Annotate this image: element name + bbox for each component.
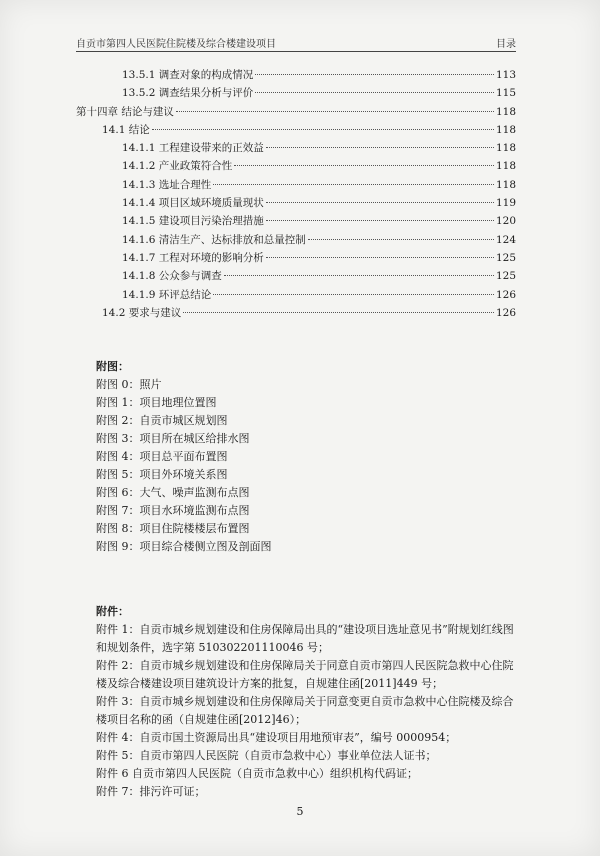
toc-entry[interactable] <box>76 121 516 139</box>
figures-list <box>96 358 516 556</box>
figures-heading: 附图： <box>96 360 129 373</box>
attachment-item: 附件 4：自贡市国土资源局出具“建设项目用地预审表”，编号 0000954； <box>96 731 457 744</box>
figure-item: 附图 9：项目综合楼侧立图及剖面图 <box>96 540 272 553</box>
figure-item: 附图 0：照片 <box>96 378 162 391</box>
attachment-item: 附件 5：自贡市第四人民医院（自贡市急救中心）事业单位法人证书； <box>96 749 437 762</box>
toc-entry[interactable] <box>76 103 516 121</box>
toc-entry-page: 118 <box>495 142 516 155</box>
toc-entry-label: 14.1.2 产业政策符合性 <box>122 160 233 173</box>
toc-entry-page: 115 <box>495 87 516 100</box>
toc-leader-dots <box>266 257 494 258</box>
toc-entry-page: 118 <box>495 105 516 118</box>
toc-entry[interactable] <box>76 231 516 249</box>
toc-entry-label: 14.1.6 清洁生产、达标排放和总量控制 <box>122 233 306 246</box>
toc-leader-dots <box>183 312 494 313</box>
header-title: 自贡市第四人民医院住院楼及综合楼建设项目 <box>76 39 276 50</box>
attachment-item: 附件 2：自贡市城乡规划建设和住房保障局关于同意自贡市第四人民医院急救中心住院楼及综合楼建设项目建筑设计方案的批复，自规建住函[2011]449 号； <box>96 659 514 690</box>
figure-item: 附图 5：项目外环境关系图 <box>96 468 228 481</box>
toc-leader-dots <box>266 220 494 221</box>
toc-entry[interactable] <box>76 286 516 304</box>
toc-entry[interactable] <box>76 157 516 175</box>
toc-entry[interactable] <box>76 304 516 322</box>
toc-entry[interactable] <box>76 194 516 212</box>
figure-item: 附图 1：项目地理位置图 <box>96 396 217 409</box>
toc-entry-label: 14.2 要求与建议 <box>102 306 182 319</box>
toc-entry-page: 120 <box>495 215 516 228</box>
toc-leader-dots <box>213 184 494 185</box>
toc-entry-page: 126 <box>495 288 516 301</box>
toc-leader-dots <box>255 92 494 93</box>
toc-leader-dots <box>266 147 494 148</box>
attachments-list <box>96 603 516 801</box>
figure-item: 附图 3：项目所在城区给排水图 <box>96 432 250 445</box>
toc-entry-page: 119 <box>495 197 516 210</box>
toc-entry-page: 125 <box>495 251 516 264</box>
attachments-heading: 附件： <box>96 605 129 618</box>
toc-entry-label: 14.1.9 环评总结论 <box>122 288 212 301</box>
toc-entry-label: 14.1.4 项目区域环境质量现状 <box>122 197 264 210</box>
toc-entry[interactable] <box>76 212 516 230</box>
toc-entry-label: 14.1.8 公众参与调查 <box>122 270 222 283</box>
toc-leader-dots <box>255 74 494 75</box>
toc-entry-page: 118 <box>495 123 516 136</box>
toc-leader-dots <box>308 239 494 240</box>
toc-entry[interactable] <box>76 267 516 285</box>
toc-entry-label: 14.1.3 选址合理性 <box>122 178 212 191</box>
toc-entry-label: 14.1 结论 <box>102 123 150 136</box>
table-of-contents <box>76 66 516 322</box>
attachment-item: 附件 3：自贡市城乡规划建设和住房保障局关于同意变更自贡市急救中心住院楼及综合楼项目名称的函（自规建住函[2012]46）； <box>96 695 514 726</box>
attachment-item: 附件 7：排污许可证； <box>96 785 206 798</box>
header-section-label: 目录 <box>496 39 516 50</box>
toc-entry-label: 13.5.1 调查对象的构成情况 <box>122 69 254 81</box>
toc-leader-dots <box>213 294 494 295</box>
header-rule <box>76 51 516 52</box>
figure-item: 附图 6：大气、噪声监测布点图 <box>96 486 250 499</box>
toc-leader-dots <box>224 275 494 276</box>
toc-entry[interactable] <box>76 249 516 267</box>
toc-entry[interactable] <box>76 66 516 84</box>
toc-leader-dots <box>152 129 494 130</box>
toc-entry-page: 118 <box>495 160 516 173</box>
figure-item: 附图 4：项目总平面布置图 <box>96 450 228 463</box>
toc-entry-label: 14.1.5 建设项目污染治理措施 <box>122 215 264 228</box>
toc-leader-dots <box>234 165 494 166</box>
toc-entry-label: 14.1.7 工程对环境的影响分析 <box>122 251 264 264</box>
toc-entry-page: 113 <box>495 69 516 81</box>
toc-entry[interactable] <box>76 176 516 194</box>
figure-item: 附图 2：自贡市城区规划图 <box>96 414 228 427</box>
toc-leader-dots <box>266 202 494 203</box>
toc-entry-label: 13.5.2 调查结果分析与评价 <box>122 87 254 100</box>
toc-entry-page: 125 <box>495 270 516 283</box>
toc-entry-page: 118 <box>495 178 516 191</box>
figure-item: 附图 7：项目水环境监测布点图 <box>96 504 250 517</box>
toc-entry[interactable] <box>76 139 516 157</box>
toc-entry[interactable] <box>76 84 516 102</box>
attachment-item: 附件 1：自贡市城乡规划建设和住房保障局出具的“建设项目选址意见书”附规划红线图和规划条件，选字第 510302201110046 号； <box>96 623 514 654</box>
page-number: 5 <box>296 805 304 818</box>
toc-entry-page: 124 <box>495 233 516 246</box>
figure-item: 附图 8：项目住院楼楼层布置图 <box>96 522 250 535</box>
toc-entry-label: 14.1.1 工程建设带来的正效益 <box>122 142 264 155</box>
toc-entry-label: 第十四章 结论与建议 <box>76 105 174 118</box>
toc-entry-page: 126 <box>495 306 516 319</box>
attachment-item: 附件 6 自贡市第四人民医院（自贡市急救中心）组织机构代码证； <box>96 767 418 780</box>
toc-leader-dots <box>176 111 494 112</box>
